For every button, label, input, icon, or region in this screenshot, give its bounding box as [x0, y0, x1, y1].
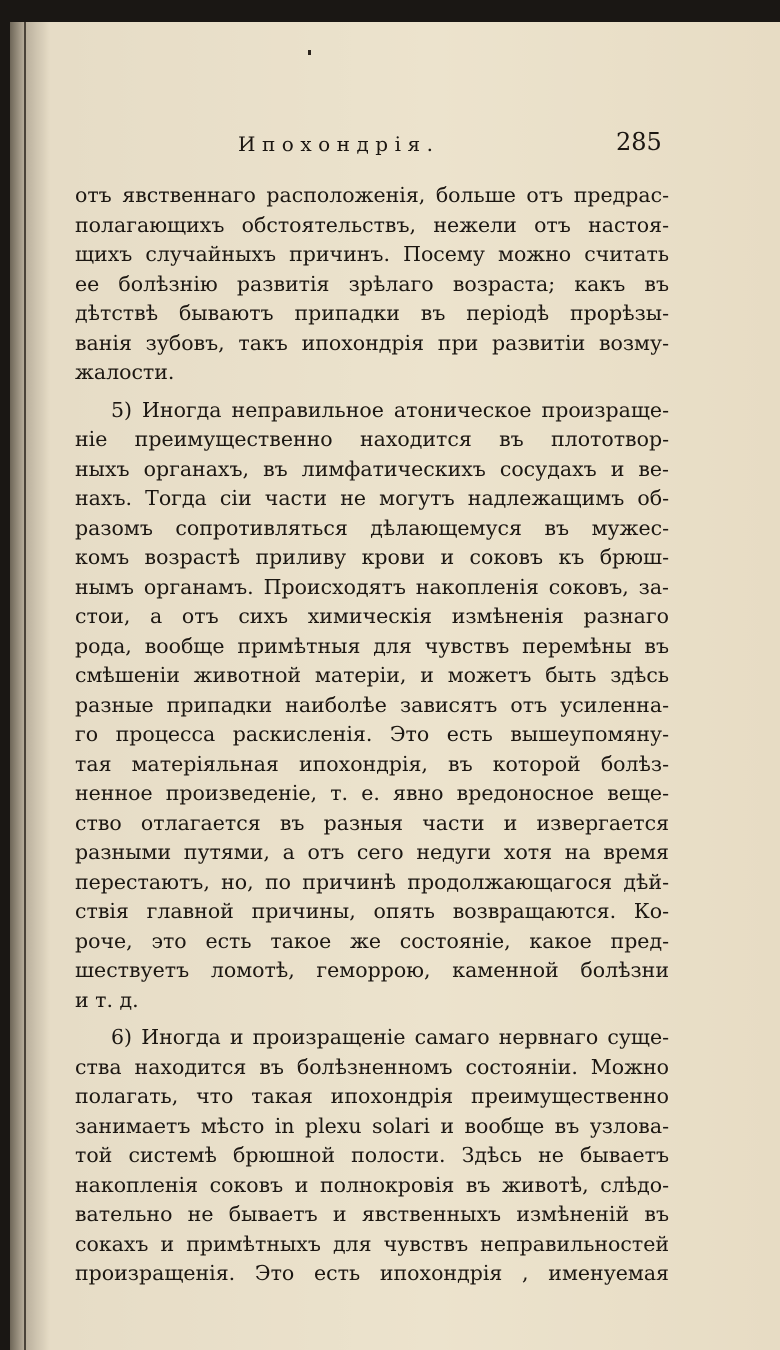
text-line: сокахъ и примѣтныхъ для чувствъ неправильностей	[75, 1231, 669, 1256]
text-line: той системѣ брюшной полости. Здѣсь не бываетъ	[75, 1143, 669, 1167]
running-head	[10, 128, 780, 168]
text-line: вательно не бываетъ и явственныхъ измѣненій въ	[75, 1202, 669, 1226]
text-line: го процесса раскисленія. Это есть вышеупомяну-	[75, 722, 669, 746]
page-number: 285	[616, 128, 662, 156]
body-text	[75, 181, 669, 1289]
text-line: стои, а отъ сихъ химическія измѣненія разнаго	[75, 604, 669, 628]
text-line: ненное произведеніе, т. е. явно вредоносное веще-	[75, 781, 669, 805]
text-line: разными путями, а отъ сего недуги хотя на время	[75, 840, 669, 864]
text-line: ее болѣзнію развитія зрѣлаго возраста; какъ въ	[75, 271, 669, 296]
text-line: рода, вообще примѣтныя для чувствъ перемѣны въ	[75, 633, 669, 658]
text-line: 5) Иногда неправильное атоническое произраще-	[111, 397, 669, 422]
ink-speck	[308, 50, 311, 55]
binding-edge	[24, 22, 26, 1350]
text-line: и т. д.	[75, 987, 139, 1012]
text-line: ныхъ органахъ, въ лимфатическихъ сосудахъ и ве-	[75, 456, 669, 481]
text-line: комъ возрастѣ приливу крови и соковъ къ брюш-	[75, 545, 669, 569]
text-line: перестаютъ, но, по причинѣ продолжающагося дѣй-	[75, 869, 669, 894]
text-line: полагающихъ обстоятельствъ, нежели отъ настоя-	[75, 212, 669, 237]
text-line: ванія зубовъ, такъ ипохондрія при развитіи возму-	[75, 330, 669, 355]
text-line: произращенія. Это есть ипохондрія , именуемая	[75, 1261, 669, 1285]
text-line: дѣтствѣ бываютъ припадки въ періодѣ прорѣзы-	[75, 301, 669, 325]
text-line: тая матеріяльная ипохондрія, въ которой болѣз-	[75, 751, 669, 776]
book-page	[10, 22, 780, 1350]
text-line: щихъ случайныхъ причинъ. Посему можно считать	[75, 242, 669, 266]
text-line: ствія главной причины, опять возвращаются. Ко-	[75, 899, 669, 923]
text-line: смѣшеніи животной матеріи, и можетъ быть здѣсь	[75, 663, 669, 687]
paragraph-6	[75, 1023, 669, 1289]
text-line: отъ явственнаго расположенія, больше отъ предрас-	[75, 183, 669, 207]
text-line: полагать, что такая ипохондрія преимущественно	[75, 1084, 669, 1108]
running-head-title: Ипохондрія.	[238, 132, 440, 156]
text-line: разные припадки наиболѣе зависятъ отъ усиленна-	[75, 692, 669, 717]
text-line: роче, это есть такое же состояніе, какое пред-	[75, 928, 669, 953]
text-line: нымъ органамъ. Происходятъ накопленія соковъ, за-	[75, 574, 669, 599]
paragraph-5	[75, 396, 669, 1016]
text-line: шествуетъ ломотѣ, геморрою, каменной болѣзни	[75, 958, 669, 982]
paragraph-continuation	[75, 181, 669, 388]
text-line: ства находится въ болѣзненномъ состояніи. Можно	[75, 1054, 669, 1079]
text-line: ство отлагается въ разныя части и извергается	[75, 810, 669, 835]
text-line: нахъ. Тогда сіи части не могутъ надлежащимъ об-	[75, 486, 669, 510]
text-line: 6) Иногда и произращеніе самаго нервнаго суще-	[111, 1025, 669, 1049]
text-line: ніе преимущественно находится въ плототвор-	[75, 427, 669, 451]
text-line: жалости.	[75, 360, 175, 384]
text-line: занимаетъ мѣсто in plexu solari и вообще въ узлова-	[75, 1113, 669, 1138]
text-line: накопленія соковъ и полнокровія въ животѣ, слѣдо-	[75, 1172, 669, 1197]
text-line: разомъ сопротивляться дѣлающемуся въ мужес-	[75, 515, 669, 540]
